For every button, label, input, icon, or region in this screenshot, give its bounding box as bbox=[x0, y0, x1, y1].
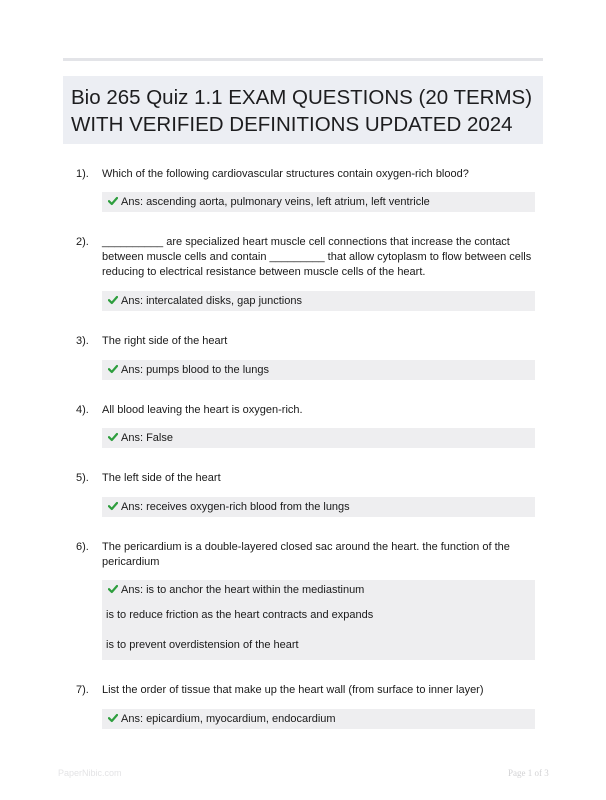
answer-box bbox=[102, 360, 535, 380]
question-number: 1). bbox=[76, 168, 89, 180]
answer-text: Ans: epicardium, myocardium, endocardium bbox=[121, 713, 336, 725]
question-text: __________ are specialized heart muscle cell connections that increase the contact between muscle cells and contain _________ that allow cytoplasm to flow between cells reducing to electrical resistance between muscle cells of the heart. bbox=[102, 236, 532, 279]
check-icon bbox=[108, 584, 118, 594]
answer-text: Ans: receives oxygen-rich blood from the lungs bbox=[121, 501, 350, 513]
document-title-box bbox=[63, 76, 543, 144]
question-text: The right side of the heart bbox=[102, 335, 228, 347]
answer-text: Ans: is to anchor the heart within the mediastinum bbox=[121, 584, 365, 596]
question-text: The left side of the heart bbox=[102, 472, 221, 484]
question-number: 4). bbox=[76, 404, 89, 416]
answer-box bbox=[102, 428, 535, 448]
answer-extra-line: is to prevent overdistension of the heart bbox=[106, 639, 299, 651]
answer-text: Ans: pumps blood to the lungs bbox=[121, 364, 269, 376]
page-number: Page 1 of 3 bbox=[508, 768, 549, 778]
answer-line bbox=[102, 360, 535, 380]
question-text: The pericardium is a double-layered closed sac around the heart. the function of the pericardium bbox=[102, 541, 510, 569]
answer-box bbox=[102, 497, 535, 517]
answer-box bbox=[102, 709, 535, 729]
question-text: Which of the following cardiovascular structures contain oxygen-rich blood? bbox=[102, 168, 469, 180]
watermark-text: PaperNibic.com bbox=[58, 768, 122, 778]
answer-line bbox=[102, 291, 535, 311]
question-text: List the order of tissue that make up the heart wall (from surface to inner layer) bbox=[102, 684, 484, 696]
answer-line bbox=[102, 192, 535, 212]
question-text: All blood leaving the heart is oxygen-rich. bbox=[102, 404, 303, 416]
answer-line bbox=[102, 580, 535, 600]
title-line-2: WITH VERIFIED DEFINITIONS UPDATED 2024 bbox=[71, 113, 513, 136]
title-line-1: Bio 265 Quiz 1.1 EXAM QUESTIONS (20 TERMS) bbox=[71, 86, 533, 109]
check-icon bbox=[108, 432, 118, 442]
answer-extra-line: is to reduce friction as the heart contracts and expands bbox=[106, 609, 374, 621]
check-icon bbox=[108, 364, 118, 374]
question-number: 7). bbox=[76, 684, 89, 696]
answer-text: Ans: False bbox=[121, 432, 173, 444]
answer-text: Ans: ascending aorta, pulmonary veins, left atrium, left ventricle bbox=[121, 196, 430, 208]
answer-box bbox=[102, 192, 535, 212]
question-number: 2). bbox=[76, 236, 89, 248]
answer-box bbox=[102, 291, 535, 311]
check-icon bbox=[108, 501, 118, 511]
top-divider bbox=[63, 58, 543, 61]
answer-line bbox=[102, 497, 535, 517]
question-number: 6). bbox=[76, 541, 89, 553]
answer-box bbox=[102, 580, 535, 660]
answer-line bbox=[102, 428, 535, 448]
answer-text: Ans: intercalated disks, gap junctions bbox=[121, 295, 302, 307]
question-number: 5). bbox=[76, 472, 89, 484]
answer-line bbox=[102, 709, 535, 729]
question-number: 3). bbox=[76, 335, 89, 347]
check-icon bbox=[108, 196, 118, 206]
check-icon bbox=[108, 713, 118, 723]
check-icon bbox=[108, 295, 118, 305]
